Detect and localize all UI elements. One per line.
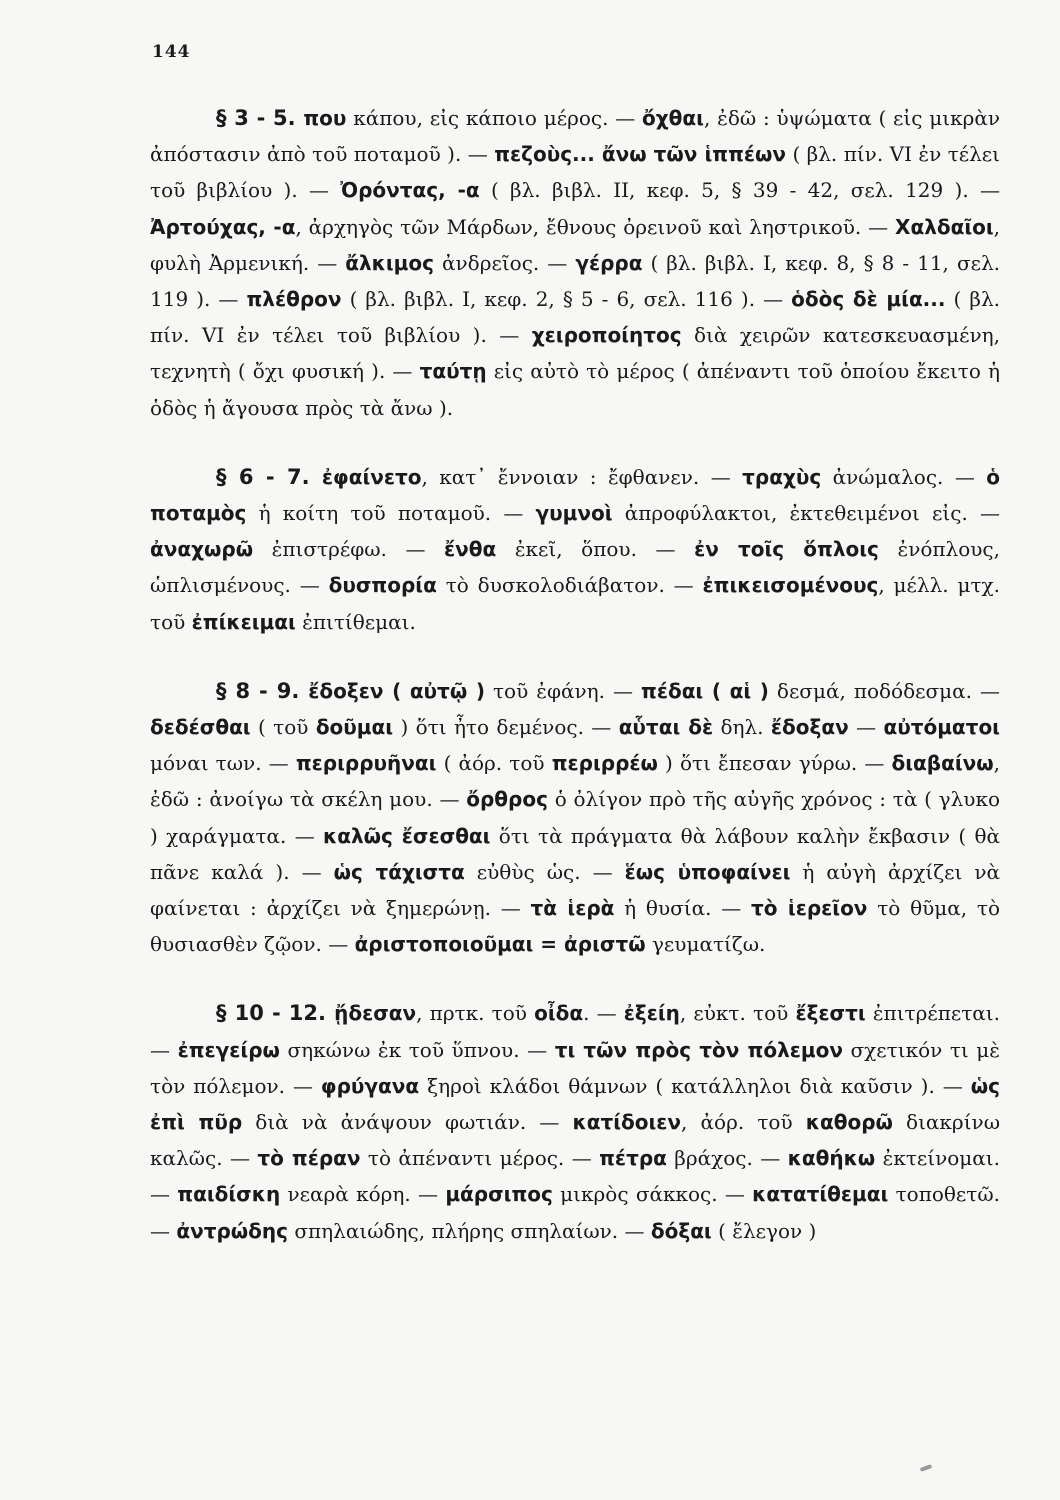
headword: ὡς ἐπὶ πῦρ [150,1073,1000,1135]
headword: ἔξεστι [795,1001,866,1026]
headword: ἄλκιμος [345,250,434,275]
headword: φρύγανα [320,1073,420,1098]
page-speck-mark [920,1464,933,1472]
text-segment: ( ἀόρ. τοῦ [436,751,552,776]
text-segment: δεσμά, ποδόδεσμα. — [768,678,1001,703]
headword: καλῶς ἔσεσθαι [323,823,491,848]
headword: περιρρέω [551,751,658,776]
text-segment: τοῦ ἐφάνη. — [484,678,641,703]
headword: γέρρα [575,250,643,275]
headword: ὁδὸς δὲ μία... [791,287,946,312]
headword: ἔνθα [444,537,497,562]
text-segment: διὰ νὰ ἀνάψουν φωτιάν. — [242,1110,573,1135]
headword: μάρσιπος [445,1182,553,1207]
text-segment: ὁ ὀλίγον πρὸ τῆς αὐγῆς χρόνος : τὰ ( γλυκο ) χαράγματα. — [150,787,1000,848]
paragraph-sections-10-12 [150,995,1000,1248]
headword: πεζοὺς... ἄνω τῶν ἱππέων [494,142,787,167]
headword: παιδίσκη [177,1182,281,1207]
text-segment: ) ὅτι ἦτο δεμένος. — [393,715,619,740]
headword: καθήκω [787,1146,876,1171]
section-heading: § 3 - 5. [216,106,304,130]
headword: ἐφαίνετο [321,464,422,489]
headword: ἐπικεισομένους [702,573,879,598]
text-segment: διὰ χειρῶν κατεσκευασμένη, τεχνητὴ ( ὄχι φυσική ). — [150,323,1000,384]
headword: περιρρυῆναι [295,751,437,776]
text-segment: δηλ. [713,715,771,740]
headword: δοῦμαι [315,715,394,740]
text-segment: ἐκτείνομαι. — [150,1146,1000,1207]
text-segment: ( βλ. βιβλ. I, κεφ. 8, § 8 - 11, σελ. 119 ). — [150,250,1000,312]
headword: Ὀρόντας, -α [340,178,480,203]
headword: ἔδοξαν [770,715,849,740]
text-segment: μικρὸς σάκκος. — [552,1182,753,1207]
text-segment: , μέλλ. μτχ. τοῦ [150,573,1000,634]
headword: ἐπεγείρω [177,1037,280,1062]
headword: δόξαι [650,1218,712,1243]
headword: Ἀρτούχας, -α [150,214,296,239]
text-segment: ( βλ. βιβλ. II, κεφ. 5, § 39 - 42, σελ. 129 ). — [479,178,1000,203]
text-segment: μόναι των. — [150,751,296,776]
headword: δεδέσθαι [150,715,251,740]
text-segment: , ἐδῶ : ὑψώματα ( εἰς μικρὰν ἀπόστασιν ἀπὸ τοῦ ποταμοῦ ). — [150,106,1001,167]
text-segment: ἐπιτρέπεται. — [150,1001,1000,1062]
text-segment: ( τοῦ [250,715,316,740]
headword: τὸ ἱερεῖον [751,896,868,921]
headword: κατίδοιεν [572,1110,682,1135]
text-segment: , ἐδῶ : ἀνοίγω τὰ σκέλη μου. — [150,751,1001,812]
text-segment: τὸ θῦμα, τὸ θυσιασθὲν ζῷον. — [150,896,1001,957]
headword: ᾔδεσαν [334,1001,417,1026]
page-number: 144 [152,42,191,62]
text-segment: κάπου, εἰς κάποιο μέρος. — [346,106,643,130]
text-segment: ἐπιστρέφω. — [253,537,445,562]
text-segment: εὐθὺς ὡς. — [464,859,625,884]
text-segment: , φυλὴ Ἀρμενική. — [150,214,1001,275]
headword: τὰ ἱερὰ [530,896,615,921]
paragraph-sections-3-5 [150,100,1000,426]
text-segment: , εὐκτ. τοῦ [679,1001,796,1026]
headword: τὸ πέραν [257,1146,361,1171]
headword: ὄχθαι [642,106,704,130]
headword: πέτρα [599,1146,667,1171]
text-segment: βράχος. — [666,1146,788,1171]
headword: ἀναχωρῶ [150,537,254,562]
text-body [150,100,1000,1249]
headword: ὡς τάχιστα [333,859,465,884]
text-segment: ἐκεῖ, ὅπου. — [496,537,695,562]
text-segment: νεαρὰ κόρη. — [280,1182,446,1207]
text-segment: ( βλ. πίν. VI ἐν τέλει τοῦ βιβλίου ). — [150,142,1001,203]
headword: ἐξείη [623,1001,680,1026]
headword: χειροποίητος [531,323,682,348]
headword: ἀριστοποιοῦμαι = ἀριστῶ [354,932,646,957]
headword: τραχὺς [742,464,822,489]
headword: ὄρθρος [466,787,548,812]
headword: καθορῶ [805,1110,893,1135]
text-segment: ἀπροφύλακτοι, ἐκτεθειμένοι εἰς. — [612,501,1000,526]
text-segment: σχετικόν τι μὲ τὸν πόλεμον. — [150,1037,1001,1098]
text-segment: , ἀόρ. τοῦ [681,1110,806,1135]
paragraph-sections-6-7 [150,459,1000,640]
text-segment: σπηλαιώδης, πλήρης σπηλαίων. — [288,1218,651,1243]
headword: γυμνοὶ [535,501,613,526]
text-segment: ὅτι τὰ πράγματα θὰ λάβουν καλὴν ἔκβασιν ( θὰ πᾶνε καλά ). — [150,823,1000,884]
headword: διαβαίνω [891,751,994,776]
headword: τι τῶν πρὸς τὸν πόλεμον [554,1037,843,1062]
text-segment: ( βλ. βιβλ. I, κεφ. 2, § 5 - 6, σελ. 116 ). — [341,287,792,312]
text-segment: ἐνόπλους, ὡπλισμένους. — [150,537,1000,598]
headword: ἔδοξεν ( αὐτῷ ) [308,678,485,703]
headword: ἕως ὑποφαίνει [624,859,791,884]
text-segment: , ἀρχηγὸς τῶν Μάρδων, ἔθνους ὀρεινοῦ καὶ ληστρικοῦ. — [295,214,896,239]
headword: πέδαι ( αἱ ) [641,678,769,703]
text-segment: ξηροὶ κλάδοι θάμνων ( κατάλληλοι διὰ καῦσιν ). — [419,1073,971,1098]
headword: που [303,106,347,130]
section-heading: § 10 - 12. [216,1001,335,1026]
text-segment: ) ὅτι ἔπεσαν γύρω. — [657,751,892,776]
text-segment: ( ἔλεγον ) [711,1218,817,1243]
headword: ἀντρώδης [176,1218,289,1243]
headword: πλέθρον [246,287,342,312]
section-heading: § 8 - 9. [216,678,309,703]
text-segment: ἀνώμαλος. — [821,464,987,489]
headword: κατατίθεμαι [752,1182,889,1207]
text-segment: ἡ θυσία. — [614,896,752,921]
text-segment: , πρτκ. τοῦ [416,1001,535,1026]
text-segment: ( βλ. πίν. VI ἐν τέλει τοῦ βιβλίου ). — [150,287,1000,348]
text-segment: εἰς αὐτὸ τὸ μέρος ( ἀπέναντι τοῦ ὁποίου ἔκειτο ἡ ὁδὸς ἡ ἄγουσα πρὸς τὰ ἄνω ). [150,359,1001,420]
text-segment: τὸ δυσκολοδιάβατον. — [436,573,703,598]
text-segment: τοποθετῶ. — [150,1182,1001,1243]
text-segment: . — [583,1001,624,1026]
text-segment: διακρίνω καλῶς. — [150,1110,1001,1171]
headword: οἶδα [534,1001,584,1026]
headword: δυσπορία [328,573,437,598]
text-segment: σηκώνω ἐκ τοῦ ὕπνου. — [279,1037,555,1062]
text-segment: , κατ᾽ ἔννοιαν : ἔφθανεν. — [421,464,743,489]
headword: αὐτόματοι [883,715,1000,740]
headword: ὁ ποταμὸς [150,464,1000,526]
text-segment: τὸ ἀπέναντι μέρος. — [360,1146,600,1171]
paragraph-sections-8-9 [150,673,1000,963]
headword: αὗται δὲ [618,715,714,740]
text-segment: — [848,715,884,740]
section-heading: § 6 - 7. [216,464,322,489]
text-segment: ἡ αὐγὴ ἀρχίζει νὰ φαίνεται : ἀρχίζει νὰ ξημερώνῃ. — [150,859,1000,921]
headword: ἐπίκειμαι [191,609,296,634]
headword: ταύτῃ [419,359,487,384]
text-segment: ἡ κοίτη τοῦ ποταμοῦ. — [246,501,536,526]
text-segment: ἀνδρεῖος. — [434,250,576,275]
headword: Χαλδαῖοι [895,214,994,239]
text-segment: γευματίζω. [645,932,766,957]
headword: ἐν τοῖς ὅπλοις [694,537,879,562]
text-segment: ἐπιτίθεμαι. [295,609,416,634]
